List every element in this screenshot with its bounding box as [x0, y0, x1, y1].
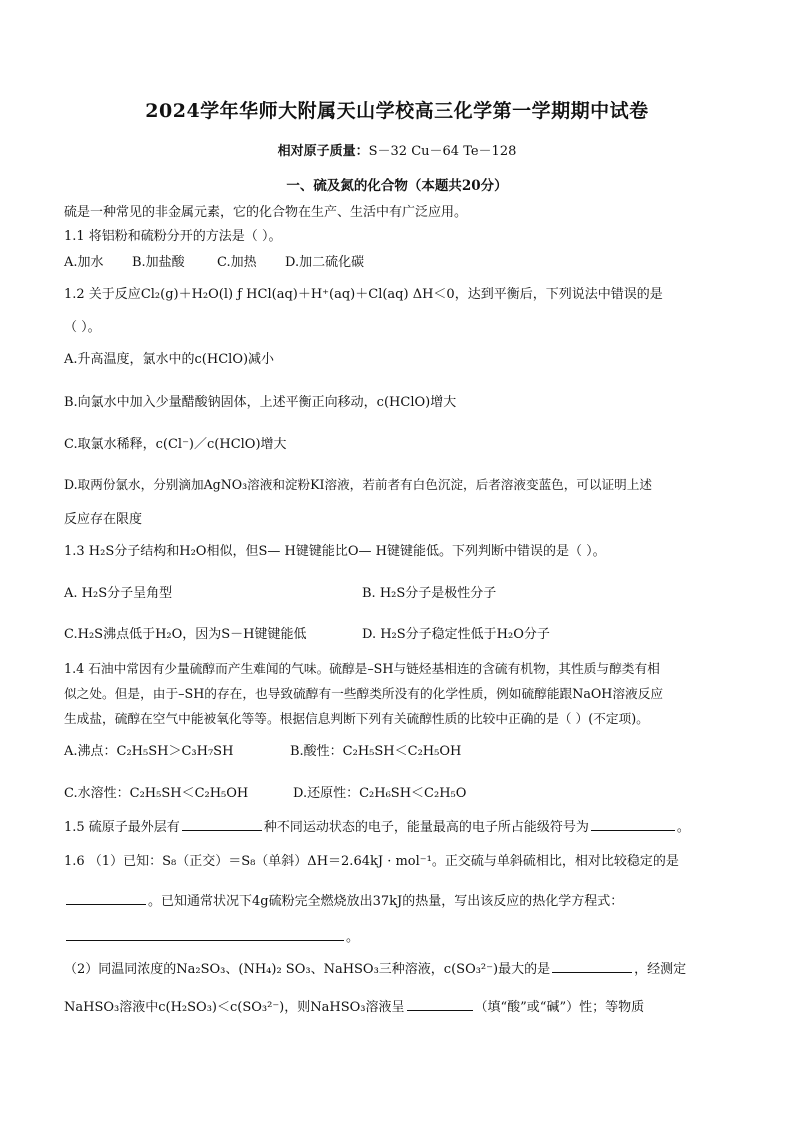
q1-6-p2-text-a: （2）同温同浓度的Na₂SO₃、(NH₄)₂ SO₃、NaHSO₃三种溶液，c(SO₃²⁻)最大的是	[64, 962, 551, 977]
exam-title: 2024学年华师大附属天山学校高三化学第一学期期中试卷	[145, 100, 649, 122]
question-1-6-line-2	[64, 890, 623, 909]
q1-4-option-a: A.沸点：C₂H₅SH＞C₃H₇SH	[64, 744, 234, 759]
question-1-4-line-3: 生成盐，硫醇在空气中能被氧化等等。根据信息判断下列有关硫醇性质的比较中正确的是（ ）(不定项)。	[64, 711, 649, 726]
q1-2-option-a: A.升高温度，氯水中的c(HClO)减小	[64, 352, 275, 367]
q1-2-answer-bracket: （ ）。	[64, 320, 101, 335]
question-1-6-line-1: 1.6 （1）已知：S₈（正交）＝S₈（单斜）ΔH＝2.64kJ · mol⁻¹。正交硫与单斜硫相比，相对比较稳定的是	[64, 854, 679, 869]
q1-2-option-d-cont: 反应存在限度	[64, 512, 143, 527]
question-1-3-stem: 1.3 H₂S分子结构和H₂O相似，但S— H键键能比O— H键键能低。下列判断中错误的是（ ）。	[64, 544, 606, 559]
atomic-mass-values: S－32 Cu－64 Te－128	[368, 144, 517, 159]
question-1-5	[64, 816, 690, 835]
q1-6-p3-text-a: NaHSO₃溶液中c(H₂SO₃)＜c(SO₃²⁻)，则NaHSO₃溶液呈	[64, 1000, 405, 1015]
section-heading: 一、硫及氮的化合物（本题共20分）	[286, 178, 508, 194]
q1-2-stem-suffix: ，达到平衡后，下列说法中错误的是	[454, 287, 663, 302]
question-1-1-stem: 1.1 将铝粉和硫粉分开的方法是（ ）。	[64, 229, 282, 244]
q1-5-blank-2[interactable]	[591, 818, 675, 831]
question-1-6-line-3	[64, 926, 359, 945]
q1-2-option-d: D.取两份氯水，分别滴加AgNO₃溶液和淀粉KI溶液，若前者有白色沉淀，后者溶液变蓝色，可以证明上述	[64, 477, 652, 492]
q1-5-text-a: 1.5 硫原子最外层有	[64, 820, 180, 835]
question-1-6-part-2-line-1	[64, 958, 686, 977]
q1-1-option-a: A.加水	[64, 255, 104, 270]
q1-2-equation: Cl₂(g)＋H₂O(l) ƒ HCl(aq)＋H⁺(aq)＋Cl(aq) ΔH＜0	[140, 287, 455, 302]
q1-6-blank-acid-base[interactable]	[407, 998, 473, 1011]
q1-1-option-d: D.加二硫化碳	[285, 255, 365, 270]
q1-4-option-c: C.水溶性：C₂H₅SH＜C₂H₅OH	[64, 786, 249, 801]
q1-6-line-3-end: 。	[346, 930, 360, 945]
q1-4-option-b: B.酸性：C₂H₅SH＜C₂H₅OH	[290, 744, 462, 759]
atomic-mass-label: 相对原子质量：	[277, 144, 369, 159]
q1-6-p3-text-b: （填“酸”或“碱”）性；等物质	[474, 1000, 645, 1015]
question-1-2-stem	[64, 283, 663, 302]
q1-2-option-c: C.取氯水稀释，c(Cl⁻)／c(HClO)增大	[64, 437, 287, 452]
q1-3-option-a: A. H₂S分子呈角型	[64, 586, 173, 601]
q1-6-text-combustion: 。已知通常状况下4g硫粉完全燃烧放出37kJ的热量，写出该反应的热化学方程式：	[148, 894, 624, 909]
q1-6-p2-text-b: ，经测定	[634, 962, 687, 977]
atomic-mass-line	[0, 140, 794, 159]
q1-6-blank-max-sulfite[interactable]	[552, 960, 632, 973]
q1-6-blank-stable[interactable]	[66, 892, 146, 905]
q1-5-blank-1[interactable]	[182, 818, 262, 831]
q1-5-text-c: 。	[676, 820, 690, 835]
q1-4-option-d: D.还原性：C₂H₆SH＜C₂H₅O	[293, 786, 467, 801]
q1-6-blank-equation[interactable]	[66, 928, 344, 941]
q1-2-option-b: B.向氯水中加入少量醋酸钠固体，上述平衡正向移动，c(HClO)增大	[64, 395, 457, 410]
question-1-4-line-1: 1.4 石油中常因有少量硫醇而产生难闻的气味。硫醇是–SH与链烃基相连的含硫有机物，其性质与醇类有相	[64, 661, 660, 676]
question-1-4-line-2: 似之处。但是，由于–SH的存在，也导致硫醇有一些醇类所没有的化学性质，例如硫醇能跟NaOH溶液反应	[64, 686, 664, 701]
q1-1-option-b: B.加盐酸	[132, 255, 185, 270]
q1-3-option-b: B. H₂S分子是极性分子	[362, 586, 497, 601]
q1-3-option-d: D. H₂S分子稳定性低于H₂O分子	[362, 627, 550, 642]
q1-5-text-b: 种不同运动状态的电子，能量最高的电子所占能级符号为	[263, 820, 589, 835]
q1-3-option-c: C.H₂S沸点低于H₂O，因为S－H键键能低	[64, 627, 307, 642]
q1-1-option-c: C.加热	[217, 255, 257, 270]
intro-text: 硫是一种常见的非金属元素，它的化合物在生产、生活中有广泛应用。	[64, 205, 468, 220]
q1-2-stem-prefix: 1.2 关于反应	[64, 287, 141, 302]
question-1-6-part-2-line-2	[64, 996, 644, 1015]
